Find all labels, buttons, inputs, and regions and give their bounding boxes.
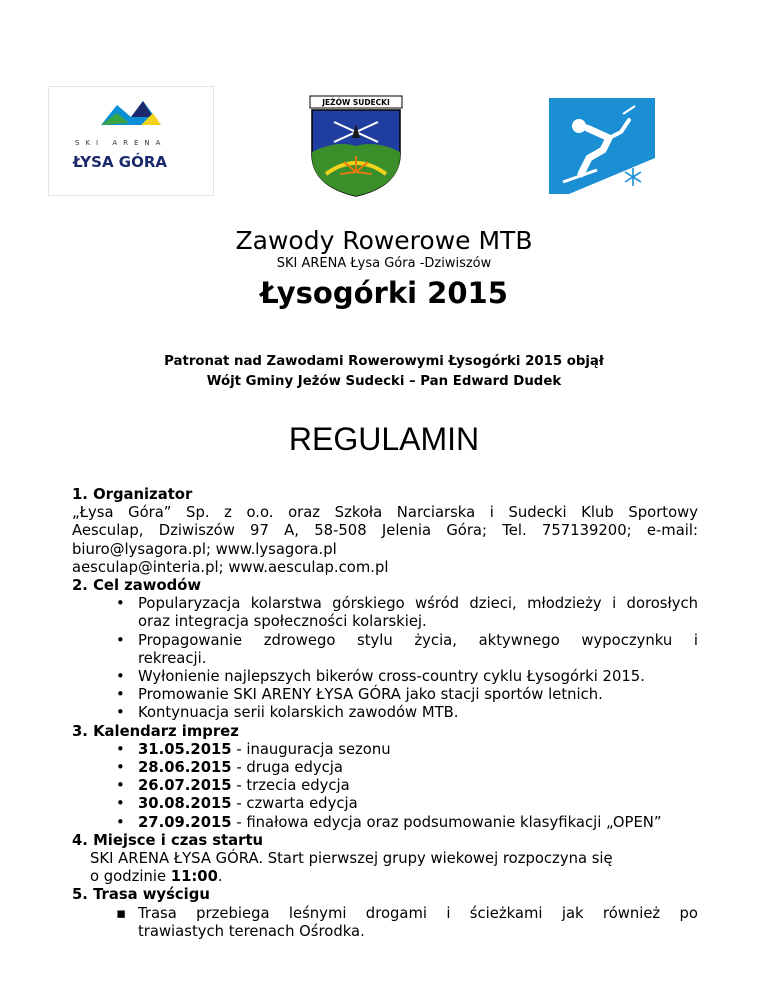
ski-arena-mountain-icon (49, 87, 213, 195)
start-time: 11:00 (170, 868, 218, 886)
ski-arena-small-text: SKI ARENA (75, 139, 167, 147)
patronage-line-2: Wójt Gminy Jeżów Sudecki – Pan Edward Dudek (206, 374, 562, 389)
jezow-banner-text: JEŻÓW SUDECKI (322, 98, 390, 107)
bullet-icon: • (116, 631, 125, 649)
list-item (72, 795, 698, 813)
goal-text-line: Propagowanie zdrowego stylu życia, aktywnego wypoczynku i (138, 631, 698, 649)
event-description: - druga edycja (231, 759, 343, 777)
logo-row (0, 86, 768, 196)
organizer-line-1: „Łysa Góra” Sp. z o.o. oraz Szkoła Narciarska i Sudecki Klub Sportowy (72, 504, 698, 522)
section-heading-goals: 2. Cel zawodów (72, 577, 202, 595)
route-line-2: trawiastych terenach Ośrodka. (138, 922, 365, 940)
document-title: Zawody Rowerowe MTB (235, 226, 533, 255)
list-item (72, 668, 698, 686)
bullet-icon: • (116, 740, 125, 758)
bullet-icon: • (116, 759, 125, 777)
regulations-title: REGULAMIN (288, 421, 480, 457)
section-heading-start: 4. Miejsce i czas startu (72, 831, 264, 849)
goal-text-line: Wyłonienie najlepszych bikerów cross-country cyklu Łysogórki 2015. (138, 668, 645, 686)
section-heading-calendar: 3. Kalendarz imprez (72, 722, 239, 740)
bullet-icon: • (116, 813, 125, 831)
calendar-list (72, 741, 698, 832)
goal-text-line: rekreacji. (138, 649, 207, 667)
goal-text-line: Promowanie SKI ARENY ŁYSA GÓRA jako stacji sportów letnich. (138, 686, 603, 704)
route-list (72, 905, 698, 941)
section-heading-route: 5. Trasa wyścigu (72, 886, 210, 904)
bullet-icon: • (116, 595, 125, 613)
list-item (72, 704, 698, 722)
event-date: 27.09.2015 (138, 813, 232, 831)
patronage-line-1: Patronat nad Zawodami Rowerowymi Łysogórki 2015 objął (164, 354, 604, 369)
goal-text-line: oraz integracja społeczności kolarskiej. (138, 613, 427, 631)
ski-arena-logo (48, 86, 214, 196)
event-date: 26.07.2015 (138, 777, 232, 795)
start-time-suffix: . (217, 868, 223, 886)
bullet-icon: • (116, 686, 125, 704)
event-date: 31.05.2015 (138, 740, 232, 758)
skier-pictogram (549, 98, 655, 194)
event-date: 28.06.2015 (138, 759, 232, 777)
regulations-body (72, 486, 698, 941)
event-date: 30.08.2015 (138, 795, 232, 813)
list-item (72, 741, 698, 759)
event-name: Łysogórki 2015 (260, 276, 508, 310)
skier-icon (549, 98, 655, 194)
bullet-icon: • (116, 704, 125, 722)
organizer-line-2: Aesculap, Dziwiszów 97 A, 58-508 Jelenia Góra; Tel. 757139200; e-mail: (72, 522, 698, 540)
list-item (72, 777, 698, 795)
bullet-icon: • (116, 668, 125, 686)
start-line-1: SKI ARENA ŁYSA GÓRA. Start pierwszej grupy wiekowej rozpoczyna się (90, 850, 613, 868)
event-description: - czwarta edycja (231, 795, 358, 813)
route-line-1: Trasa przebiega leśnymi drogami i ścieżkami jak również po (138, 904, 698, 922)
list-item (72, 632, 698, 668)
goals-list (72, 595, 698, 722)
event-description: - inauguracja sezonu (231, 740, 391, 758)
section-heading-organizer: 1. Organizator (72, 486, 193, 503)
list-item (72, 814, 698, 832)
ski-arena-big-text: ŁYSA GÓRA (73, 153, 168, 171)
organizer-line-3: biuro@lysagora.pl; www.lysagora.pl (72, 540, 337, 558)
square-bullet-icon: ▪ (116, 904, 127, 922)
organizer-line-4: aesculap@interia.pl; www.aesculap.com.pl (72, 558, 389, 576)
list-item (72, 905, 698, 941)
bullet-icon: • (116, 795, 125, 813)
list-item (72, 759, 698, 777)
event-description: - trzecia edycja (231, 777, 350, 795)
start-line-2 (72, 868, 698, 886)
document-subtitle: SKI ARENA Łysa Góra -Dziwiszów (276, 256, 492, 271)
bullet-icon: • (116, 777, 125, 795)
goal-text-line: Popularyzacja kolarstwa górskiego wśród dzieci, młodzieży i dorosłych (138, 595, 698, 613)
list-item (72, 686, 698, 704)
list-item (72, 595, 698, 631)
jezow-sudecki-crest (306, 94, 406, 198)
start-time-prefix: o godzinie (90, 868, 171, 886)
goal-text-line: Kontynuacja serii kolarskich zawodów MTB. (138, 704, 459, 722)
event-description: - finałowa edycja oraz podsumowanie klasyfikacji „OPEN” (231, 813, 662, 831)
